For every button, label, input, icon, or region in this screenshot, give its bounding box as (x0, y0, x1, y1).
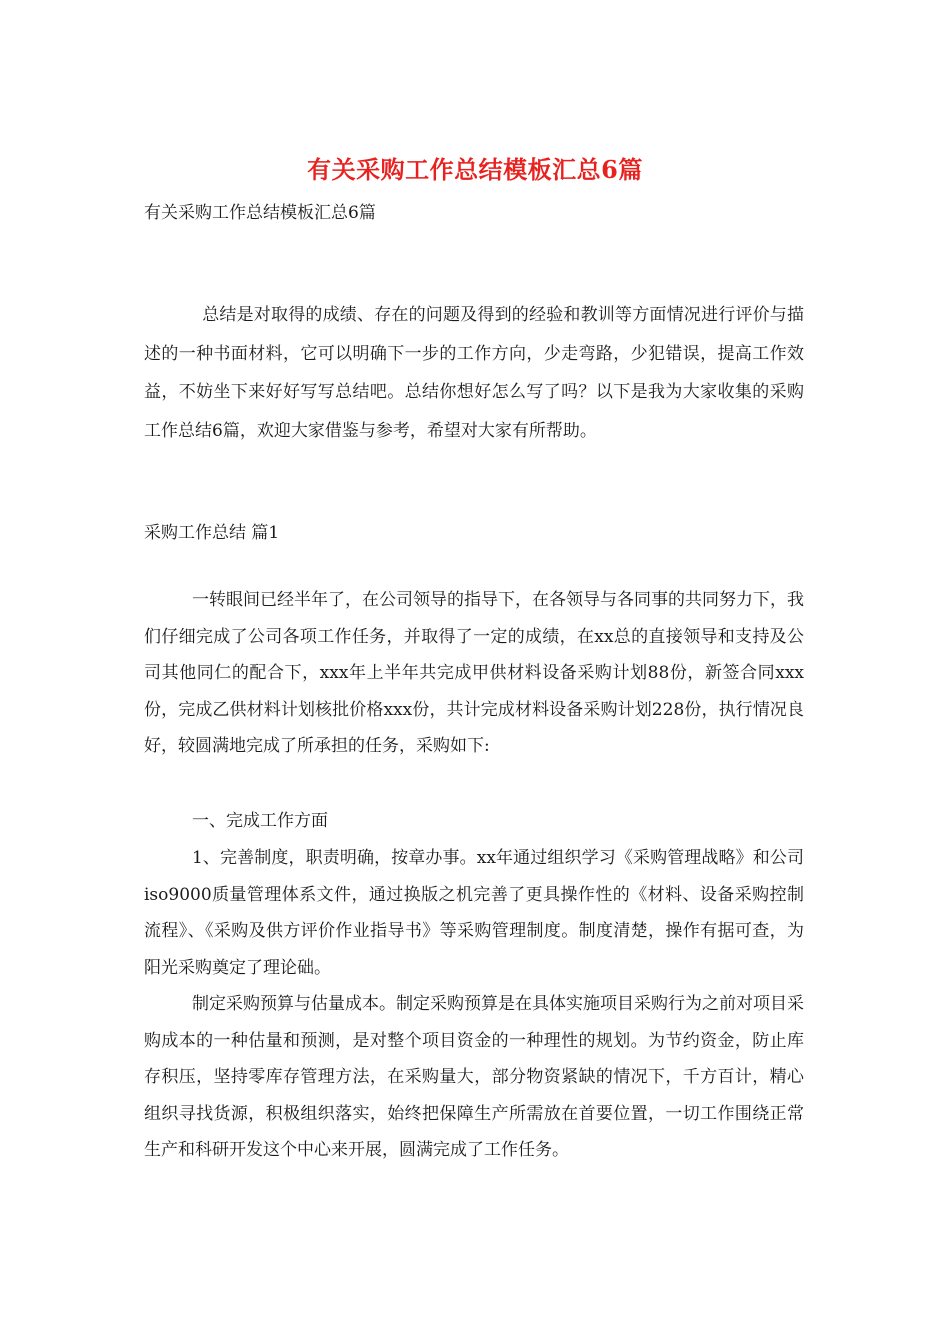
document-title: 有关采购工作总结模板汇总6篇 (307, 155, 643, 184)
intro-text: 总结是对取得的成绩、存在的问题及得到的经验和教训等方面情况进行评价与描述的一种书面材料，它可以明确下一步的工作方向，少走弯路，少犯错误，提高工作效益，不妨坐下来好好写写总结吧。总结你想好怎么写了吗？以下是我为大家收集的采购工作总结6篇，欢迎大家借鉴与参考，希望对大家有所帮助。 (144, 305, 804, 441)
body-paragraph-2 (144, 840, 804, 986)
intro-paragraph (144, 296, 804, 450)
document-subtitle: 有关采购工作总结模板汇总6篇 (144, 203, 376, 223)
subheading-text: 一、完成工作方面 (192, 811, 328, 831)
paragraph-text: 1、完善制度，职责明确，按章办事。xx年通过组织学习《采购管理战略》和公司iso9000质量管理体系文件，通过换版之机完善了更具操作性的《材料、设备采购控制流程》、《采购及供方评价作业指导书》等采购管理制度。制度清楚，操作有据可查，为阳光采购奠定了理论础。 (144, 848, 804, 978)
body-paragraph-1 (144, 582, 804, 765)
section-heading: 采购工作总结 篇1 (144, 523, 280, 543)
paragraph-text: 一转眼间已经半年了，在公司领导的指导下，在各领导与各同事的共同努力下，我们仔细完成了公司各项工作任务，并取得了一定的成绩，在xx总的直接领导和支持及公司其他同仁的配合下，xxx年上半年共完成甲供材料设备采购计划88份，新签合同xxx份，完成乙供材料计划核批价格xxx份，共计完成材料设备采购计划228份，执行情况良好，较圆满地完成了所承担的任务，采购如下: (144, 590, 804, 756)
body-paragraph-3 (144, 986, 804, 1169)
paragraph-text: 制定采购预算与估量成本。制定采购预算是在具体实施项目采购行为之前对项目采购成本的一种估量和预测，是对整个项目资金的一种理性的规划。为节约资金，防止库存积压，坚持零库存管理方法，在采购量大，部分物资紧缺的情况下，千方百计，精心组织寻找货源，积极组织落实，始终把保障生产所需放在首要位置，一切工作围绕正常生产和科研开发这个中心来开展，圆满完成了工作任务。 (144, 994, 804, 1160)
body-subheading (144, 803, 804, 840)
